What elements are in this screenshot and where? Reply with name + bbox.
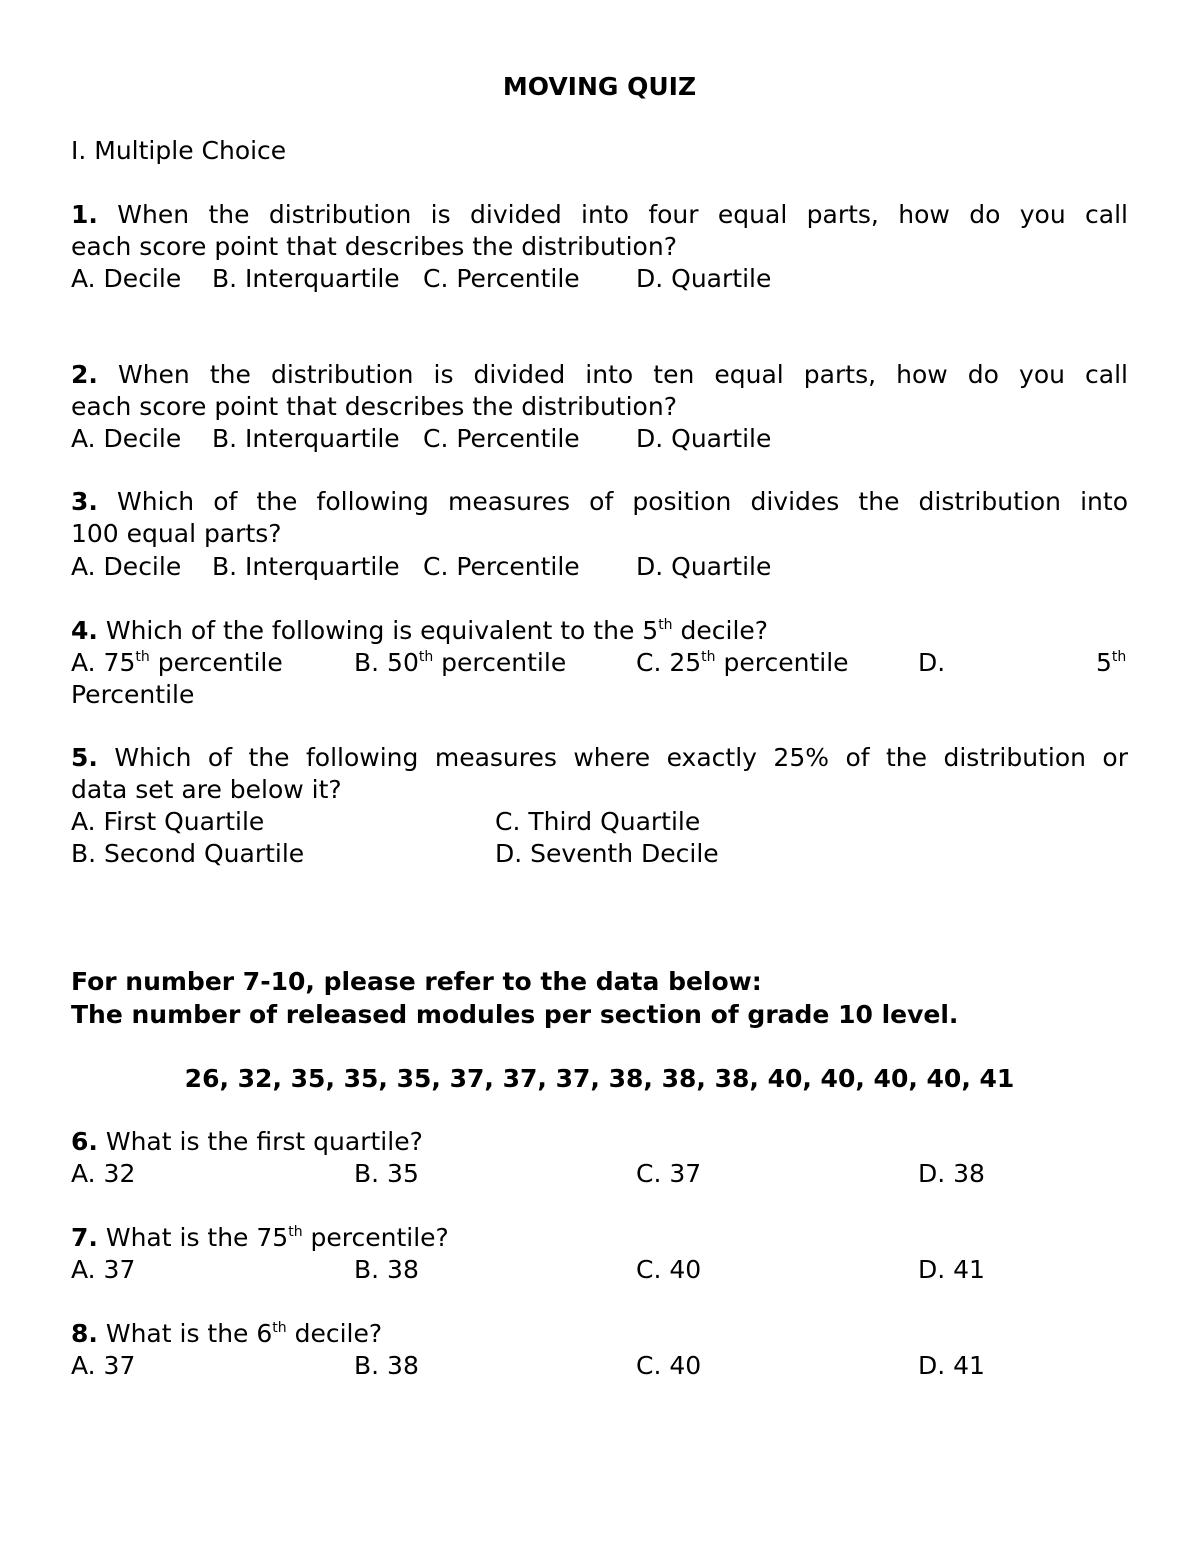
q8-option-c[interactable]: C. 40: [636, 1351, 702, 1380]
q2-option-a[interactable]: A. Decile: [71, 424, 182, 453]
q2-line1: [71, 360, 1128, 390]
q5-line2: data set are below it?: [71, 775, 342, 804]
q4-text-tail: decile?: [672, 616, 769, 645]
q7-number: 7.: [71, 1223, 98, 1252]
q1-line1: [71, 200, 1128, 230]
q5-number: 5.: [71, 743, 98, 772]
q6-number: 6.: [71, 1127, 98, 1156]
q4-option-c-sup: th: [701, 649, 716, 665]
q4-option-c-tail: percentile: [715, 648, 849, 677]
q8-option-d[interactable]: D. 41: [918, 1351, 985, 1380]
q1-option-b[interactable]: B. Interquartile: [212, 264, 400, 293]
q5-option-a[interactable]: A. First Quartile: [71, 807, 265, 836]
q2-option-b[interactable]: B. Interquartile: [212, 424, 400, 453]
q4-option-d-number: [1096, 648, 1126, 678]
q4-option-d-sup: th: [1111, 649, 1127, 665]
q2-text: When the distribution is divided into ten equal parts, how do you call: [117, 360, 1128, 389]
q1-text: When the distribution is divided into four equal parts, how do you call: [117, 200, 1128, 229]
q3-option-b[interactable]: B. Interquartile: [212, 552, 400, 581]
q7-option-c[interactable]: C. 40: [636, 1255, 702, 1284]
q8-text: What is the 6: [105, 1319, 273, 1348]
q7-line1: [71, 1223, 449, 1253]
q4-sup: th: [658, 617, 673, 633]
q6-option-c[interactable]: C. 37: [636, 1159, 702, 1188]
q2-line2: each score point that describes the distribution?: [71, 392, 677, 421]
q4-option-b-sup: th: [418, 649, 434, 665]
q3-number: 3.: [71, 487, 98, 516]
q7-option-a[interactable]: A. 37: [71, 1255, 136, 1284]
q3-option-c[interactable]: C. Percentile: [423, 552, 580, 581]
q4-line1: [71, 616, 768, 646]
q5-option-c[interactable]: C. Third Quartile: [495, 807, 701, 836]
q5-text: Which of the following measures where exactly 25% of the distribution or: [114, 743, 1128, 772]
q7-text-tail: percentile?: [302, 1223, 449, 1252]
q8-option-b[interactable]: B. 38: [354, 1351, 419, 1380]
q3-text: Which of the following measures of position divides the distribution into: [117, 487, 1128, 516]
q4-option-b-tail: percentile: [433, 648, 567, 677]
q1-option-a[interactable]: A. Decile: [71, 264, 182, 293]
q6-option-a[interactable]: A. 32: [71, 1159, 136, 1188]
q4-option-b[interactable]: [354, 648, 566, 678]
q4-option-d[interactable]: D.: [918, 648, 946, 677]
q4-option-a-text: A. 75: [71, 648, 136, 677]
q7-sup: th: [288, 1224, 303, 1240]
q6-line1: [71, 1127, 423, 1157]
data-intro-line2: The number of released modules per section of grade 10 level.: [71, 1000, 959, 1029]
q5-option-b[interactable]: B. Second Quartile: [71, 839, 305, 868]
q4-option-a-sup: th: [135, 649, 150, 665]
q5-option-d[interactable]: D. Seventh Decile: [495, 839, 719, 868]
q2-option-d[interactable]: D. Quartile: [636, 424, 772, 453]
q3-line2: 100 equal parts?: [71, 519, 282, 548]
q4-option-b-text: B. 50: [354, 648, 419, 677]
q1-option-d[interactable]: D. Quartile: [636, 264, 772, 293]
q8-sup: th: [272, 1320, 287, 1336]
q8-option-a[interactable]: A. 37: [71, 1351, 136, 1380]
q1-line2: each score point that describes the distribution?: [71, 232, 677, 261]
q5-line1: [71, 743, 1128, 773]
q6-option-b[interactable]: B. 35: [354, 1159, 419, 1188]
q8-text-tail: decile?: [286, 1319, 383, 1348]
q1-number: 1.: [71, 200, 98, 229]
q4-option-c[interactable]: [636, 648, 849, 678]
q1-option-c[interactable]: C. Percentile: [423, 264, 580, 293]
q4-option-a-tail: percentile: [149, 648, 283, 677]
q7-option-d[interactable]: D. 41: [918, 1255, 985, 1284]
q4-number: 4.: [71, 616, 98, 645]
q4-option-c-text: C. 25: [636, 648, 702, 677]
data-intro-line1: For number 7-10, please refer to the data below:: [71, 967, 762, 996]
q2-number: 2.: [71, 360, 98, 389]
q4-option-a[interactable]: [71, 648, 283, 678]
data-values: 26, 32, 35, 35, 35, 37, 37, 37, 38, 38, 38, 40, 40, 40, 40, 41: [184, 1064, 1015, 1093]
q4-option-d-num: 5: [1096, 648, 1112, 677]
q8-number: 8.: [71, 1319, 98, 1348]
q4-text: Which of the following is equivalent to the 5: [105, 616, 659, 645]
q2-option-c[interactable]: C. Percentile: [423, 424, 580, 453]
section-heading: I. Multiple Choice: [71, 136, 287, 165]
q7-option-b[interactable]: B. 38: [354, 1255, 419, 1284]
q4-option-d-tail: Percentile: [71, 680, 195, 709]
q6-option-d[interactable]: D. 38: [918, 1159, 985, 1188]
q3-option-d[interactable]: D. Quartile: [636, 552, 772, 581]
q3-line1: [71, 487, 1128, 517]
q6-text: What is the first quartile?: [105, 1127, 423, 1156]
q7-text: What is the 75: [105, 1223, 289, 1252]
q3-option-a[interactable]: A. Decile: [71, 552, 182, 581]
q8-line1: [71, 1319, 382, 1349]
page-title: MOVING QUIZ: [502, 72, 697, 101]
